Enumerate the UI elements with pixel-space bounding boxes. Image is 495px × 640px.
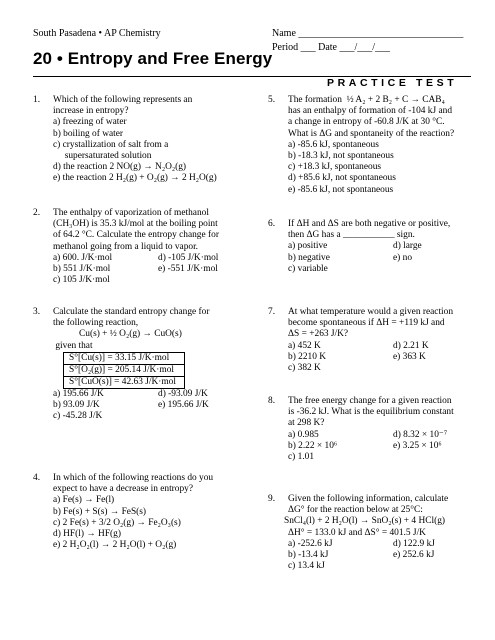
option[interactable]: c) 105 J/K·mol — [53, 275, 110, 286]
stem-line: What is ΔG and spontaneity of the reaction? — [288, 128, 455, 139]
practice-test-label: PRACTICE TEST — [327, 77, 458, 89]
option[interactable]: e) no — [393, 252, 413, 263]
option[interactable]: b) Fe(s) + S(s) → FeS(s) — [53, 506, 147, 517]
option[interactable]: d) 122.9 kJ — [393, 538, 435, 549]
option[interactable]: e) 363 K — [393, 351, 426, 362]
option[interactable]: d) -105 J/K·mol — [158, 252, 219, 263]
option[interactable]: c) -45.28 J/K — [53, 411, 103, 422]
entropy-value: S°[CuO(s)] = 42.63 J/K·mol — [69, 376, 176, 387]
stem-line: In which of the following reactions do you — [53, 473, 214, 483]
option[interactable]: a) freezing of water — [53, 117, 127, 128]
option[interactable]: a) 452 K — [288, 340, 321, 351]
option[interactable]: d) +85.6 kJ, not spontaneous — [288, 173, 396, 184]
option[interactable]: e) 252.6 kJ — [393, 549, 435, 560]
option[interactable]: e) 2 H₂O₂(l) → 2 H₂O(l) + O₂(g) — [53, 540, 177, 551]
option[interactable]: a) -252.6 kJ — [288, 538, 333, 549]
option[interactable]: c) crystallization of salt from a — [53, 139, 169, 150]
option[interactable]: b) 2210 K — [288, 351, 327, 362]
question-number: 5. — [268, 95, 276, 105]
stem-line: If ΔH and ΔS are both negative or positive, — [288, 219, 451, 229]
stem-line: a change in entropy of -60.8 J/K at 30 °C. — [288, 117, 445, 128]
stem-line: The formation ½ A₂ + 2 B₂ + C → CAB₄ — [288, 95, 445, 105]
option[interactable]: a) 0.985 — [288, 429, 319, 440]
stem-line: the following reaction, — [53, 318, 139, 329]
question-number: 6. — [268, 219, 276, 229]
stem-line: increase in entropy? — [53, 106, 129, 117]
stem-line: The free energy change for a given reaction — [288, 396, 452, 406]
option[interactable]: c) 2 Fe(s) + 3/2 O₂(g) → Fe₂O₃(s) — [53, 517, 181, 528]
stem-line: The enthalpy of vaporization of methanol — [53, 208, 209, 218]
question-number: 1. — [33, 95, 41, 105]
stem-line: At what temperature would a given reaction — [288, 307, 454, 317]
page-title: 20 • Entropy and Free Energy — [33, 49, 273, 68]
stem-line: has an enthalpy of formation of -104 kJ and — [288, 106, 453, 117]
stem-line: Given the following information, calculate — [288, 494, 449, 504]
question-number: 4. — [33, 473, 41, 483]
stem-line: of 64.2 °C. Calculate the entropy change for — [53, 230, 219, 241]
stem-line: methanol going from a liquid to vapor. — [53, 241, 199, 252]
entropy-value: S°[Cu(s)] = 33.15 J/K·mol — [64, 353, 184, 365]
option[interactable]: d) 8.32 × 10⁻⁷ — [393, 429, 448, 440]
stem-line: Calculate the standard entropy change for — [53, 307, 210, 317]
option[interactable]: e) -551 J/K·mol — [158, 263, 218, 274]
question-number: 7. — [268, 307, 276, 317]
given-label: given that — [53, 340, 93, 351]
option[interactable]: b) boiling of water — [53, 128, 124, 139]
stem-line: ΔG° for the reaction below at 25°C: — [288, 505, 423, 516]
option[interactable]: d) 2.21 K — [393, 340, 429, 351]
option[interactable]: a) Fe(s) → Fe(l) — [53, 495, 115, 506]
option[interactable]: a) -85.6 kJ, spontaneous — [288, 139, 379, 150]
option-continued: supersaturated solution — [53, 150, 152, 161]
option[interactable]: e) -85.6 kJ, not spontaneous — [288, 184, 394, 195]
option[interactable]: b) negative — [288, 252, 330, 263]
question-number: 2. — [33, 208, 41, 218]
period-date-line: Period ___ Date ___/___/___ — [272, 42, 391, 53]
option[interactable]: c) 1.01 — [288, 451, 315, 462]
question-number: 3. — [33, 307, 41, 317]
stem-line: become spontaneous if ΔH = +119 kJ and — [288, 318, 445, 329]
option[interactable]: a) positive — [288, 241, 328, 252]
stem-line: is -36.2 kJ. What is the equilibrium constant — [288, 407, 454, 418]
entropy-value: S°[O₂(g)] = 205.14 J/K·mol — [64, 365, 184, 377]
option[interactable]: c) variable — [288, 263, 328, 274]
entropy-data-table — [63, 352, 185, 389]
option[interactable]: b) -13.4 kJ — [288, 549, 329, 560]
option[interactable]: c) 382 K — [288, 362, 321, 373]
option[interactable]: c) 13.4 kJ — [288, 561, 325, 572]
option[interactable]: b) 93.09 J/K — [53, 399, 100, 410]
question-number: 9. — [268, 494, 276, 504]
option[interactable]: c) +18.3 kJ, spontaneous — [288, 162, 382, 173]
option[interactable]: d) -93.09 J/K — [158, 388, 208, 399]
option[interactable]: d) large — [393, 241, 422, 252]
option[interactable]: b) -18.3 kJ, not spontaneous — [288, 150, 394, 161]
stem-line: expect to have a decrease in entropy? — [53, 484, 194, 495]
reaction-equation: Cu(s) + ½ O₂(g) → CuO(s) — [79, 329, 182, 340]
reaction-equation: SnCl₄(l) + 2 H₂O(l) → SnO₂(s) + 4 HCl(g) — [284, 516, 446, 527]
name-field-line: Name _________________________________ — [272, 28, 464, 39]
stem-line: (CH₃OH) is 35.3 kJ/mol at the boiling point — [53, 219, 218, 230]
option[interactable]: e) the reaction 2 H₂(g) + O₂(g) → 2 H₂O(g) — [53, 173, 217, 184]
option[interactable]: e) 3.25 × 10⁶ — [393, 440, 442, 451]
option[interactable]: b) 551 J/K·mol — [53, 263, 111, 274]
option[interactable]: d) the reaction 2 NO(g) → N₂O₂(g) — [53, 162, 187, 173]
option[interactable]: a) 600. J/K·mol — [53, 252, 113, 263]
option[interactable]: d) HF(l) → HF(g) — [53, 528, 121, 539]
stem-line: ΔS = +263 J/K? — [288, 329, 349, 340]
question-number: 8. — [268, 396, 276, 406]
option[interactable]: e) 195.66 J/K — [158, 399, 209, 410]
option[interactable]: b) 2.22 × 10⁶ — [288, 440, 338, 451]
course-label: South Pasadena • AP Chemistry — [33, 28, 161, 39]
thermo-values: ΔH° = 133.0 kJ and ΔS° = 401.5 J/K — [288, 527, 426, 538]
stem-line: then ΔG has a ___________ sign. — [288, 230, 415, 241]
option[interactable]: a) 195.66 J/K — [53, 388, 104, 399]
stem-line: at 298 K? — [288, 418, 325, 429]
stem-line: Which of the following represents an — [53, 95, 193, 105]
